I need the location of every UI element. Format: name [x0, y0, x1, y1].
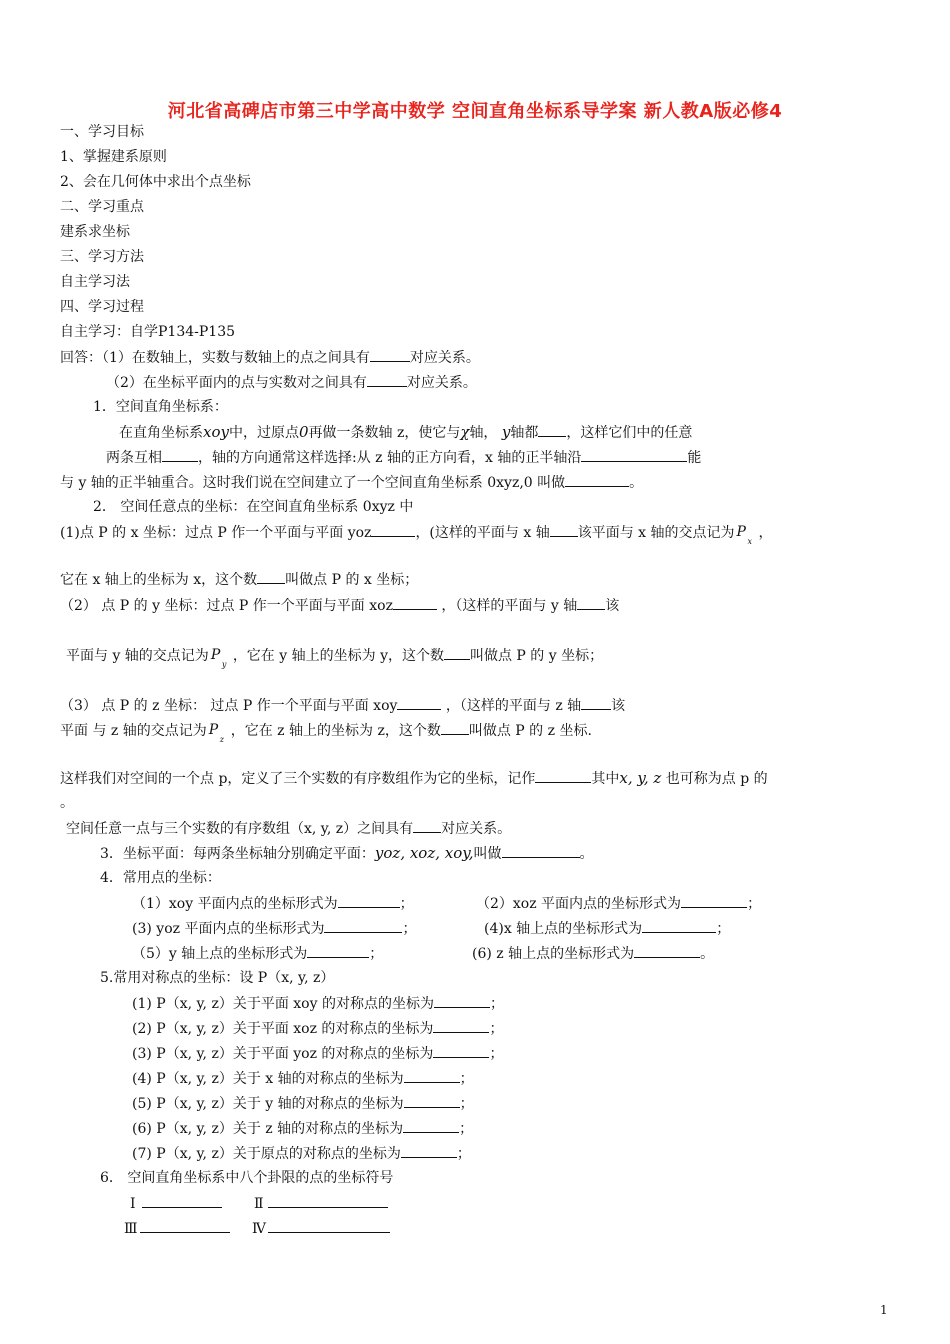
- fill-blank[interactable]: [444, 646, 470, 660]
- text: ；: [489, 1046, 504, 1062]
- octant-item: [252, 1219, 390, 1238]
- fill-blank[interactable]: [642, 919, 716, 933]
- answer-line-1: [60, 348, 480, 367]
- text: (7) P（x, y, z）关于原点的对称点的坐标为: [132, 1146, 401, 1162]
- text: （5）y 轴上点的坐标形式为: [132, 946, 308, 962]
- text: (3) P（x, y, z）关于平面 yoz 的对称点的坐标为: [132, 1046, 434, 1062]
- text: (6) z 轴上点的坐标形式为: [472, 946, 635, 962]
- text: (5) P（x, y, z）关于 y 轴的对称点的坐标为: [132, 1096, 404, 1112]
- fill-blank[interactable]: [441, 721, 469, 735]
- text: ；: [489, 1021, 504, 1037]
- fill-blank[interactable]: [393, 596, 437, 610]
- symmetric-point-item: [132, 1044, 503, 1063]
- paragraph-line: [60, 769, 768, 788]
- paragraph-line: [100, 844, 594, 863]
- paragraph-line: [60, 473, 643, 492]
- coordinate-form-item: [132, 944, 383, 963]
- paragraph-line: [66, 819, 511, 838]
- coordinate-form-item: [132, 894, 414, 913]
- octant-label: Ⅳ: [252, 1221, 266, 1237]
- section-heading-method: 三、学习方法: [60, 249, 144, 265]
- text: 两条互相: [106, 450, 162, 466]
- text: 叫做点 P 的 z 坐标.: [468, 723, 592, 739]
- fill-blank[interactable]: [634, 944, 700, 958]
- punctuation: 。: [60, 795, 74, 811]
- symmetric-point-item: [132, 1069, 474, 1088]
- symmetric-point-item: [132, 1144, 471, 1163]
- text: 这样我们对空间的一个点 p，定义了三个实数的有序数组作为它的坐标，记作: [60, 771, 536, 787]
- symmetric-point-item: [132, 994, 504, 1013]
- text: ，(这样的平面与 x 轴: [415, 525, 550, 541]
- text: （2） 点 P 的 y 坐标：过点 P 作一个平面与平面 xoz: [60, 598, 393, 614]
- text: ；: [456, 1146, 471, 1162]
- octant-item: [130, 1194, 222, 1213]
- text: ；: [489, 996, 504, 1012]
- fill-blank[interactable]: [397, 696, 441, 710]
- text: ；: [716, 921, 731, 937]
- paragraph-line: [119, 423, 692, 442]
- text: 也可称为点 p 的: [661, 771, 768, 787]
- fill-blank[interactable]: [338, 894, 400, 908]
- fill-blank[interactable]: [142, 1194, 222, 1208]
- heading-octants: 6． 空间直角坐标系中八个卦限的点的坐标符号: [100, 1170, 394, 1186]
- fill-blank[interactable]: [581, 696, 611, 710]
- self-study-text: 自主学习：自学P134-P135: [60, 324, 236, 340]
- key-point-text: 建系求坐标: [60, 224, 130, 240]
- paragraph-line: [66, 646, 604, 669]
- coordinate-form-item: [132, 919, 416, 938]
- text: ；: [747, 896, 762, 912]
- fill-blank[interactable]: [565, 473, 629, 487]
- text: ，它在 z 轴上的坐标为 z，这个数: [230, 723, 441, 739]
- fill-blank[interactable]: [550, 523, 578, 537]
- text: 平面 与 z 轴的交点记为: [60, 723, 207, 739]
- text: (1) P（x, y, z）关于平面 xoy 的对称点的坐标为: [132, 996, 434, 1012]
- fill-blank[interactable]: [401, 1144, 457, 1158]
- text: 。: [579, 846, 594, 862]
- text: (4)x 轴上点的坐标形式为: [484, 921, 643, 937]
- text: （2）xoz 平面内点的坐标形式为: [476, 896, 682, 912]
- octant-item: [254, 1194, 388, 1213]
- math-subscript: z: [219, 735, 224, 744]
- paragraph-line: [60, 721, 592, 744]
- text: 该平面与 x 轴的交点记为: [577, 525, 735, 541]
- math-y: y: [501, 423, 511, 441]
- fill-blank[interactable]: [370, 348, 410, 362]
- text: (2) P（x, y, z）关于平面 xoz 的对称点的坐标为: [132, 1021, 434, 1037]
- text: 对应关系。: [441, 821, 512, 837]
- text: (1)点 P 的 x 坐标：过点 P 作一个平面与平面 yoz: [60, 525, 372, 541]
- answer-text: 对应关系。: [409, 350, 480, 366]
- text: （3） 点 P 的 z 坐标： 过点 P 作一个平面与平面 xoy: [60, 698, 398, 714]
- text: ，这样它们中的任意: [566, 425, 693, 441]
- goal-item: 1、掌握建系原则: [60, 149, 167, 165]
- text: 与 y 轴的正半轴重合。这时我们说在空间建立了一个空间直角坐标系 0xyz,0 叫做: [60, 475, 566, 491]
- symmetric-point-item: [132, 1094, 474, 1113]
- math-p: P: [208, 722, 219, 738]
- paragraph-line: [60, 696, 625, 715]
- text: 空间任意一点与三个实数的有序数组（x, y, z）之间具有: [66, 821, 414, 837]
- answer-text: （2）在坐标平面内的点与实数对之间具有: [106, 375, 367, 391]
- math-origin: 0: [298, 423, 309, 441]
- method-text: 自主学习法: [60, 274, 130, 290]
- text: 。: [700, 946, 715, 962]
- text: 轴，: [469, 425, 498, 441]
- math-x: χ: [460, 423, 470, 441]
- text: 中，过原点: [228, 425, 299, 441]
- paragraph-line: [60, 596, 619, 615]
- text: ，（这样的平面与 z 轴: [441, 698, 582, 714]
- text: 它在 x 轴上的坐标为 x，这个数: [60, 572, 258, 588]
- answer-line-2: [106, 373, 477, 392]
- fill-blank[interactable]: [434, 994, 490, 1008]
- math-pz: [207, 721, 231, 744]
- fill-blank[interactable]: [140, 1219, 230, 1233]
- text: 叫做点 P 的 x 坐标；: [285, 572, 419, 588]
- heading-point-coordinate: 2． 空间任意点的坐标：在空间直角坐标系 0xyz 中: [93, 499, 414, 515]
- text: 能: [687, 450, 702, 466]
- text: (3) yoz 平面内点的坐标形式为: [132, 921, 325, 937]
- paragraph-line: [60, 570, 418, 589]
- fill-blank[interactable]: [502, 844, 580, 858]
- fill-blank[interactable]: [268, 1194, 388, 1208]
- section-heading-key-points: 二、学习重点: [60, 199, 144, 215]
- octant-label: Ⅱ: [254, 1196, 264, 1212]
- fill-blank[interactable]: [681, 894, 747, 908]
- answer-text: 回答：（1）在数轴上，实数与数轴上的点之间具有: [60, 350, 370, 366]
- octant-label: Ⅲ: [124, 1221, 138, 1237]
- text: 轴都: [510, 425, 539, 441]
- fill-blank[interactable]: [433, 1019, 489, 1033]
- text: 叫做点 P 的 y 坐标；: [469, 648, 604, 664]
- text: ；: [459, 1096, 474, 1112]
- text: 该: [611, 698, 626, 714]
- math-p: P: [210, 647, 221, 663]
- heading-common-coordinates: 4．常用点的坐标：: [100, 870, 221, 886]
- section-heading-process: 四、学习过程: [60, 299, 144, 315]
- symmetric-point-item: [132, 1019, 503, 1038]
- octant-label: Ⅰ: [130, 1196, 136, 1212]
- fill-blank[interactable]: [367, 373, 407, 387]
- math-planes: yoz, xoz, xoy,: [374, 844, 474, 862]
- paragraph-line: [60, 523, 773, 546]
- symmetric-point-item: [132, 1119, 473, 1138]
- text: (6) P（x, y, z）关于 z 轴的对称点的坐标为: [132, 1121, 404, 1137]
- section-heading-goals: 一、学习目标: [60, 124, 144, 140]
- math-subscript: y: [221, 660, 227, 669]
- fill-blank[interactable]: [257, 570, 285, 584]
- fill-blank[interactable]: [577, 596, 605, 610]
- text: 其中: [591, 771, 620, 787]
- text: ，（这样的平面与 y 轴: [436, 598, 578, 614]
- fill-blank[interactable]: [268, 1219, 390, 1233]
- coordinate-form-item: [476, 894, 761, 913]
- math-subscript: x: [747, 537, 753, 546]
- math-p: P: [736, 524, 746, 540]
- heading-space-coordinate-system: 1．空间直角坐标系：: [93, 399, 228, 415]
- math-xoy: xoy: [203, 423, 229, 441]
- paragraph-line: [106, 448, 701, 467]
- fill-blank[interactable]: [162, 448, 198, 462]
- math-xyz: x, y, z: [619, 769, 662, 787]
- fill-blank[interactable]: [324, 919, 402, 933]
- octant-item: [124, 1219, 230, 1238]
- fill-blank[interactable]: [404, 1069, 460, 1083]
- text: ；: [459, 1071, 474, 1087]
- text: ，: [758, 525, 773, 541]
- coordinate-form-item: [472, 944, 714, 963]
- text: ，轴的方向通常这样选择:从 z 轴的正方向看，x 轴的正半轴沿: [198, 450, 582, 466]
- fill-blank[interactable]: [371, 523, 415, 537]
- page-number: 1: [880, 1303, 888, 1317]
- text: (4) P（x, y, z）关于 x 轴的对称点的坐标为: [132, 1071, 404, 1087]
- text: 叫做: [473, 846, 502, 862]
- fill-blank[interactable]: [581, 448, 687, 462]
- text: （1）xoy 平面内点的坐标形式为: [132, 896, 338, 912]
- fill-blank[interactable]: [403, 1119, 459, 1133]
- fill-blank[interactable]: [307, 944, 369, 958]
- page-title: 河北省高碑店市第三中学高中数学 空间直角坐标系导学案 新人教A版必修4: [167, 101, 783, 122]
- answer-text: 对应关系。: [406, 375, 477, 391]
- text: ；: [369, 946, 384, 962]
- text: ；: [459, 1121, 474, 1137]
- coordinate-form-item: [484, 919, 730, 938]
- fill-blank[interactable]: [535, 769, 591, 783]
- fill-blank[interactable]: [538, 423, 566, 437]
- text: 平面与 y 轴的交点记为: [66, 648, 209, 664]
- fill-blank[interactable]: [404, 1094, 460, 1108]
- text: ；: [399, 896, 414, 912]
- goal-item: 2、会在几何体中求出个点坐标: [60, 174, 251, 190]
- text: ，它在 y 轴上的坐标为 y，这个数: [232, 648, 444, 664]
- text: 3．坐标平面：每两条坐标轴分别确定平面：: [100, 846, 375, 862]
- text: ；: [402, 921, 417, 937]
- math-py: [209, 646, 233, 669]
- heading-symmetric-points: 5.常用对称点的坐标：设 P（x, y, z）: [100, 970, 335, 986]
- fill-blank[interactable]: [433, 1044, 489, 1058]
- text: 该: [605, 598, 620, 614]
- text: 再做一条数轴 z，使它与: [308, 425, 461, 441]
- text: 。: [629, 475, 644, 491]
- fill-blank[interactable]: [413, 819, 441, 833]
- math-px: [735, 523, 759, 546]
- text: 在直角坐标系: [119, 425, 203, 441]
